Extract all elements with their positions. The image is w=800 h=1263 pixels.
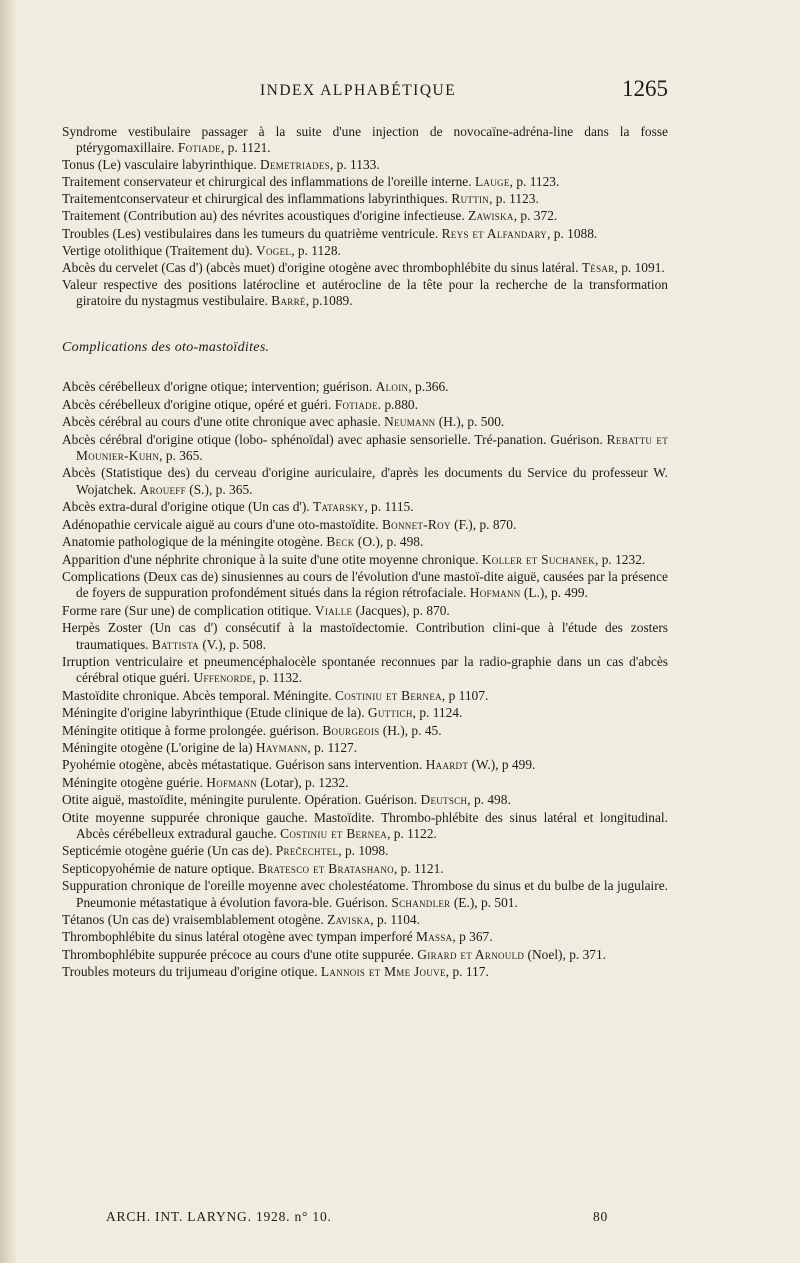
index-entry xyxy=(62,929,668,945)
entry-page-ref: , p. 365. xyxy=(159,448,203,464)
entry-page-ref: (F.), p. 870. xyxy=(450,516,517,532)
index-entry xyxy=(62,688,668,704)
sheet-number: 80 xyxy=(593,1209,609,1224)
entry-authors: Haardt xyxy=(425,757,469,773)
entry-title: Abcès (Statistique des) du cerveau d'origine auriculaire, d'après les documents du Service du professeur W. Wojatchek. xyxy=(62,465,668,497)
index-entry xyxy=(62,499,668,515)
index-entry xyxy=(62,947,668,963)
index-entry xyxy=(62,775,668,791)
entry-authors: Demetriades xyxy=(260,157,330,173)
entry-page-ref: (Jacques), p. 870. xyxy=(352,602,450,618)
index-entry xyxy=(62,157,668,173)
index-entry xyxy=(62,705,668,721)
index-entry xyxy=(62,124,668,156)
entry-authors: Vialle xyxy=(314,602,353,618)
entry-page-ref: (Noel), p. 371. xyxy=(524,946,607,962)
entry-title: Mastoïdite chronique. Abcès temporal. Méningite. xyxy=(62,687,335,703)
entry-title: Troubles moteurs du trijumeau d'origine otique. xyxy=(62,964,321,980)
entry-title: Abcès cérébelleux d'origine otique, opéré et guéri. xyxy=(62,396,335,412)
index-entry xyxy=(62,432,668,465)
page-number: 1265 xyxy=(622,76,668,101)
entry-authors: Zaviska xyxy=(327,912,371,928)
entry-page-ref: (H.), p. 500. xyxy=(435,414,505,430)
index-entries-complications xyxy=(62,379,668,980)
index-entry xyxy=(62,810,668,843)
entry-title: Méningite otitique à forme prolongée. guérison. xyxy=(62,722,323,738)
entry-title: Traitementconservateur et chirurgical des inflammations labyrinthiques. xyxy=(62,191,452,207)
entry-page-ref: , p. 1088. xyxy=(547,225,598,241)
index-entry xyxy=(62,792,668,808)
entry-authors: Bratesco et Bratashano xyxy=(257,860,394,876)
entry-title: Otite moyenne suppurée chronique gauche. Mastoïdite. Thrombo-phlébite des sinus latéral et longitudinal. Abcès cérébelleux extradural gauche. xyxy=(62,809,668,841)
entry-authors: Neumann xyxy=(384,414,436,430)
entry-authors: Massa xyxy=(416,929,453,945)
entry-title: Suppuration chronique de l'oreille moyenne avec cholestéatome. Thrombose du sinus et du bulbe de la jugulaire. Pneumonie métastatique à évolution favora-ble. Guérison. xyxy=(62,878,668,910)
index-entry xyxy=(62,723,668,739)
entry-authors: Uffenorde xyxy=(193,670,253,686)
entry-title: Troubles (Les) vestibulaires dans les tumeurs du quatrième ventricule. xyxy=(62,225,442,241)
entry-page-ref: , p.366. xyxy=(408,379,449,395)
entry-authors: Deutsch xyxy=(420,792,468,808)
index-entry xyxy=(62,534,668,550)
entry-authors: Zawiska xyxy=(468,208,514,224)
entry-title: Adénopathie cervicale aiguë au cours d'une oto-mastoïdite. xyxy=(62,516,382,532)
entry-authors: Tésar xyxy=(581,259,615,275)
entry-authors: Prečechtel xyxy=(275,843,339,859)
index-entry xyxy=(62,603,668,619)
journal-signature: ARCH. INT. LARYNG. 1928. n° 10. xyxy=(106,1209,332,1224)
entry-authors: Guttich xyxy=(367,705,413,721)
entry-authors: Aroueff xyxy=(139,481,186,497)
entry-page-ref: , p. 1123. xyxy=(509,174,560,190)
entry-authors: Lannois et Mme Jouve xyxy=(320,964,446,980)
index-entry xyxy=(62,379,668,395)
index-entry xyxy=(62,243,668,259)
entry-title: Forme rare (Sur une) de complication otitique. xyxy=(62,602,315,618)
entry-title: Thrombophlébite du sinus latéral otogène avec tympan imperforé xyxy=(62,929,416,945)
entry-page-ref: , p. 1123. xyxy=(489,191,539,207)
entry-authors: Bourgeois xyxy=(322,722,380,738)
entry-authors: Costiniu et Bernea xyxy=(280,826,388,841)
index-entry xyxy=(62,191,668,207)
index-entry xyxy=(62,397,668,413)
entry-title: Irruption ventriculaire et pneumencéphalocèle spontanée reconnues par la radio-graphie dans un cas d'abcès cérébral otique guéri. xyxy=(62,653,668,686)
entry-title: Méningite d'origine labyrinthique (Etude clinique de la). xyxy=(62,705,368,721)
entry-authors: Beck xyxy=(326,534,355,550)
entry-page-ref: (H.), p. 45. xyxy=(379,722,442,738)
entry-authors: Aloin xyxy=(375,379,409,395)
index-entry xyxy=(62,465,668,498)
entry-authors: Battista xyxy=(151,636,199,652)
index-entry xyxy=(62,277,668,309)
entry-title: Abcès du cervelet (Cas d') (abcès muet) d'origine otogène avec thrombophlébite du sinus latéral. xyxy=(62,259,582,275)
entry-title: Abcès extra-dural d'origine otique (Un cas d'). xyxy=(62,499,313,515)
entry-title: Syndrome vestibulaire passager à la suite d'une injection de novocaïne-adréna-line dans la fosse ptérygomaxillaire. xyxy=(62,124,668,156)
entry-page-ref: , p. 1122. xyxy=(387,826,437,841)
index-entry xyxy=(62,208,668,224)
entry-page-ref: , p. 1104. xyxy=(370,912,420,928)
page-binding-edge xyxy=(0,0,16,1263)
index-entry xyxy=(62,552,668,568)
entry-authors: Hofmann xyxy=(469,585,521,601)
entry-page-ref: (W.), p 499. xyxy=(468,757,536,773)
index-entry xyxy=(62,414,668,430)
entry-authors: Lauge xyxy=(474,174,510,190)
entry-title: Pyohémie otogène, abcès métastatique. Guérison sans intervention. xyxy=(62,757,426,773)
entry-authors: Rebattu et Mounier-Kuhn xyxy=(76,431,668,464)
entry-authors: Haymann xyxy=(255,739,308,755)
entry-authors: Barré xyxy=(271,292,306,308)
entry-title: Tétanos (Un cas de) vraisemblablement otogène. xyxy=(62,912,328,928)
index-entry xyxy=(62,740,668,756)
entry-page-ref: (O.), p. 498. xyxy=(354,534,424,550)
entry-authors: Ruttin xyxy=(451,191,490,207)
index-entry xyxy=(62,654,668,687)
page-footer xyxy=(60,1209,668,1229)
entry-page-ref: , p. 1098. xyxy=(338,843,389,859)
running-title: INDEX ALPHABÉTIQUE xyxy=(260,82,457,99)
entry-page-ref: , p. 372. xyxy=(513,208,558,224)
entry-title: Abcès cérébral d'origine otique (lobo- sphénoïdal) avec aphasie sensorielle. Tré-panation. Guérison. xyxy=(62,431,607,447)
entry-page-ref: (V.), p. 508. xyxy=(198,636,267,652)
entry-title: Méningite otogène (L'origine de la) xyxy=(62,739,256,755)
page-header xyxy=(60,76,668,106)
entry-title: Complications (Deux cas de) sinusiennes au cours de l'évolution d'une mastoï-dite aiguë, causées par la présence de foyers de suppuration profondément situés dans la région rétrofaciale. xyxy=(62,568,668,601)
entry-page-ref: . p.880. xyxy=(377,396,418,412)
entry-page-ref: , p. 117. xyxy=(445,964,489,980)
entry-title: Anatomie pathologique de la méningite otogène. xyxy=(62,534,327,550)
index-entry xyxy=(62,878,668,911)
index-entry xyxy=(62,620,668,653)
index-entry xyxy=(62,174,668,190)
entry-authors: Reys et Alfandary xyxy=(441,225,548,241)
entry-page-ref: , p 1107. xyxy=(441,687,489,703)
entry-title: Traitement (Contribution au) des névrites acoustiques d'origine infectieuse. xyxy=(62,208,469,224)
entry-page-ref: , p. 1132. xyxy=(252,670,303,686)
index-entry xyxy=(62,964,668,980)
entry-authors: Girard et Arnould xyxy=(417,946,525,962)
entry-authors: Fotiade xyxy=(334,396,378,412)
entry-page-ref: , p. 1091. xyxy=(614,259,665,275)
entry-page-ref: , p 367. xyxy=(452,929,493,945)
entry-authors: Fotiade xyxy=(177,140,221,156)
entry-title: Septicémie otogène guérie (Un cas de). xyxy=(62,843,276,859)
entry-authors: Vogel xyxy=(256,242,292,258)
entry-title: Abcès cérébelleux d'origne otique; intervention; guérison. xyxy=(62,379,376,395)
entry-title: Méningite otogène guérie. xyxy=(62,774,207,790)
entry-page-ref: , p. 1121. xyxy=(220,140,271,156)
entry-authors: Tatarsky xyxy=(312,499,365,515)
entry-title: Herpès Zoster (Un cas d') consécutif à la mastoïdectomie. Contribution clini-que à l'étude des zosters traumatiques. xyxy=(62,620,668,652)
entry-page-ref: , p. 1124. xyxy=(412,705,463,721)
index-entry xyxy=(62,912,668,928)
entry-authors: Hofmann xyxy=(206,774,258,790)
entry-authors: Bonnet-Roy xyxy=(381,516,451,532)
entry-authors: Koller et Suchanek xyxy=(481,551,596,567)
section-heading: Complications des oto-mastoïdites. xyxy=(62,340,270,356)
entry-page-ref: , p. 1127. xyxy=(307,739,358,755)
entry-page-ref: (S.), p. 365. xyxy=(185,481,253,497)
entry-page-ref: , p.1089. xyxy=(305,292,353,308)
index-entry xyxy=(62,226,668,242)
entry-title: Thrombophlébite suppurée précoce au cours d'une otite suppurée. xyxy=(62,946,418,962)
entry-title: Abcès cérébral au cours d'une otite chronique avec aphasie. xyxy=(62,414,385,430)
entry-page-ref: , p. 1115. xyxy=(364,499,414,515)
entry-page-ref: , p. 498. xyxy=(467,792,511,808)
entry-page-ref: (L.), p. 499. xyxy=(520,585,588,601)
index-entry xyxy=(62,260,668,276)
index-entry xyxy=(62,517,668,533)
index-entry xyxy=(62,569,668,602)
entry-title: Traitement conservateur et chirurgical des inflammations de l'oreille interne. xyxy=(62,174,475,190)
entry-authors: Costiniu et Bernea xyxy=(334,687,442,703)
entry-title: Apparition d'une néphrite chronique à la suite d'une otite moyenne chronique. xyxy=(62,551,482,567)
entry-page-ref: , p. 1121. xyxy=(393,860,444,876)
entry-title: Otite aiguë, mastoïdite, méningite purulente. Opération. Guérison. xyxy=(62,792,421,808)
entry-title: Tonus (Le) vasculaire labyrinthique. xyxy=(62,157,260,173)
entry-title: Valeur respective des positions latérocline et autérocline de la tête pour la recherche de la transformation giratoire du nystagmus vestibulaire. xyxy=(62,276,668,308)
index-entries-top xyxy=(62,124,668,309)
index-entry xyxy=(62,861,668,877)
index-entry xyxy=(62,757,668,773)
index-body xyxy=(62,124,668,982)
entry-title: Vertige otolithique (Traitement du). xyxy=(62,242,257,258)
entry-page-ref: (Lotar), p. 1232. xyxy=(257,774,349,790)
entry-authors: Schandler xyxy=(391,894,451,910)
entry-page-ref: (E.), p. 501. xyxy=(450,894,518,910)
entry-title: Septicopyohémie de nature optique. xyxy=(62,860,258,876)
entry-page-ref: , p. 1128. xyxy=(291,242,341,258)
index-entry xyxy=(62,843,668,859)
entry-page-ref: , p. 1232. xyxy=(595,551,646,567)
entry-page-ref: , p. 1133. xyxy=(329,157,380,173)
